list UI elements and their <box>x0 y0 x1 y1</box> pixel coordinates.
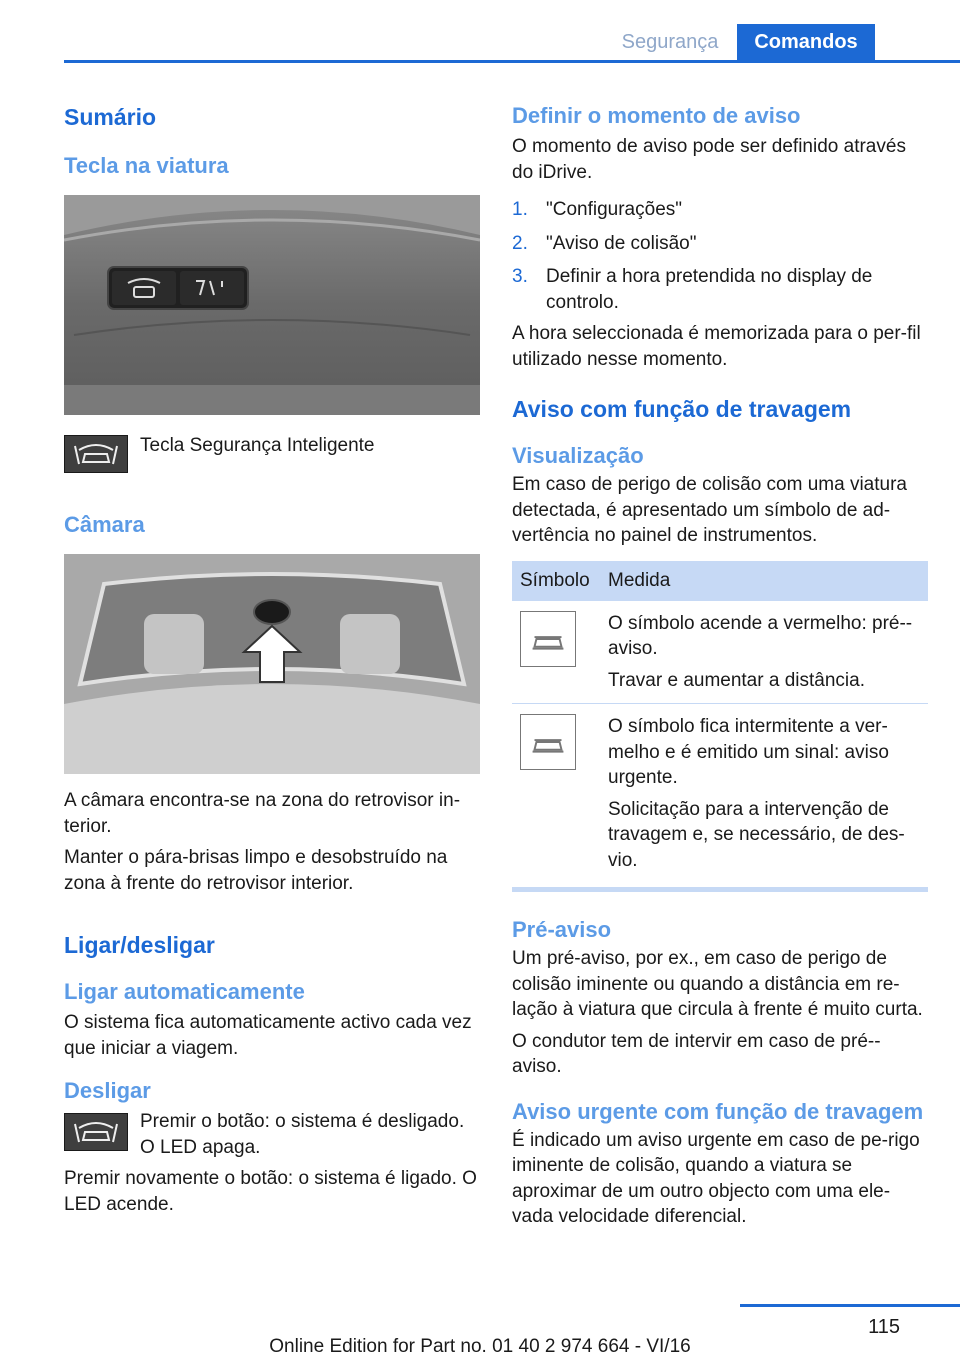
hora-paragraph: A hora seleccionada é memorizada para o per‐fil utilizado nesse momento. <box>512 323 921 370</box>
button-legend <box>64 435 480 473</box>
safety-button-icon <box>64 435 128 473</box>
camara-paragraph-1: A câmara encontra-se na zona do retrovisor in‐terior. <box>64 790 461 837</box>
page-number: 115 <box>868 1316 900 1338</box>
table-cell-action <box>600 704 928 884</box>
list-item <box>512 231 928 257</box>
camera-location-photo <box>64 554 480 774</box>
heading-aviso-urgente: Aviso urgente com função de travagem <box>512 1098 924 1124</box>
table-cell-action <box>600 601 928 704</box>
preaviso-paragraph-2: O condutor tem de intervir em caso de pré‐-aviso. <box>512 1030 881 1077</box>
button-caption: Tecla Segurança Inteligente <box>140 435 375 456</box>
heading-pre-aviso: Pré-aviso <box>512 917 612 942</box>
ligar-auto-paragraph: O sistema fica automaticamente activo cada vez que iniciar a viagem. <box>64 1012 472 1059</box>
footer-rule <box>740 1304 960 1307</box>
table-header-row <box>512 561 928 601</box>
left-column <box>64 100 480 1217</box>
table-cell-symbol <box>512 601 600 704</box>
row1-text-b: Travar e aumentar a distância. <box>608 669 865 691</box>
row2-text-b: Solicitação para a intervenção de travagem e, se necessário, de des‐vio. <box>608 798 905 871</box>
heading-tecla-na-viatura: Tecla na viatura <box>64 153 229 178</box>
car-buttons-photo <box>64 195 480 415</box>
step-number: 2. <box>512 232 528 254</box>
ligar-paragraph: Premir novamente o botão: o sistema é ligado. O LED acende. <box>64 1168 477 1215</box>
camara-paragraph-2: Manter o pára-brisas limpo e desobstruído na zona à frente do retrovisor interior. <box>64 847 448 894</box>
table-row <box>512 601 928 704</box>
symbol-table <box>512 561 928 884</box>
table-bottom-rule <box>512 887 928 892</box>
heading-definir-momento: Definir o momento de aviso <box>512 103 801 128</box>
table-cell-symbol <box>512 704 600 884</box>
desligar-row <box>64 1113 480 1160</box>
step-number: 3. <box>512 266 528 287</box>
safety-button-icon <box>64 1113 128 1151</box>
preaviso-paragraph-1: Um pré-aviso, por ex., em caso de perigo de colisão iminente ou quando a distância em re‐lação à viatura que circula à frente é muito curta. <box>512 948 923 1020</box>
page-header <box>0 0 960 64</box>
heading-ligar-desligar: Ligar/desligar <box>64 932 215 958</box>
steps-list <box>512 197 928 315</box>
list-item <box>512 264 928 315</box>
heading-camara: Câmara <box>64 512 145 537</box>
row1-text-a: O símbolo acende a vermelho: pré‐-aviso. <box>608 612 913 659</box>
list-item <box>512 197 928 223</box>
heading-desligar: Desligar <box>64 1078 151 1103</box>
section-tab-comandos[interactable]: Comandos <box>737 24 875 61</box>
table-header-symbol: Símbolo <box>512 561 600 601</box>
table-header-action: Medida <box>600 561 928 601</box>
heading-sumario: Sumário <box>64 104 157 130</box>
definir-paragraph: O momento de aviso pode ser definido através do iDrive. <box>512 136 906 183</box>
step-number: 1. <box>512 199 528 220</box>
visualizacao-paragraph: Em caso de perigo de colisão com uma viatura detectada, é apresentado um símbolo de ad‐vertência no painel de instrumentos. <box>512 474 907 546</box>
edition-line: Online Edition for Part no. 01 40 2 974 664 - VI/16 <box>269 1336 691 1357</box>
car-warning-icon <box>520 714 576 770</box>
step-text: "Configurações" <box>546 199 683 220</box>
heading-visualizacao: Visualização <box>512 443 644 468</box>
step-text: "Aviso de colisão" <box>546 232 697 254</box>
step-text: Definir a hora pretendida no display de controlo. <box>546 266 873 313</box>
heading-aviso-travagem: Aviso com função de travagem <box>512 396 852 422</box>
desligar-paragraph: Premir o botão: o sistema é desligado. O LED apaga. <box>140 1111 465 1158</box>
car-warning-icon <box>520 611 576 667</box>
table-row <box>512 704 928 884</box>
section-tab-seguranca[interactable]: Segurança <box>621 31 719 53</box>
heading-ligar-automaticamente: Ligar automaticamente <box>64 979 305 1004</box>
urgente-paragraph: É indicado um aviso urgente em caso de pe‐rigo iminente de colisão, quando a viatura se aproximar de um outro objecto com uma ele‐vada velocidade diferencial. <box>512 1129 920 1227</box>
right-column <box>512 100 928 1230</box>
header-rule <box>64 60 960 63</box>
row2-text-a: O símbolo fica intermitente a ver‐melho e é emitido um sinal: aviso urgente. <box>608 716 889 788</box>
